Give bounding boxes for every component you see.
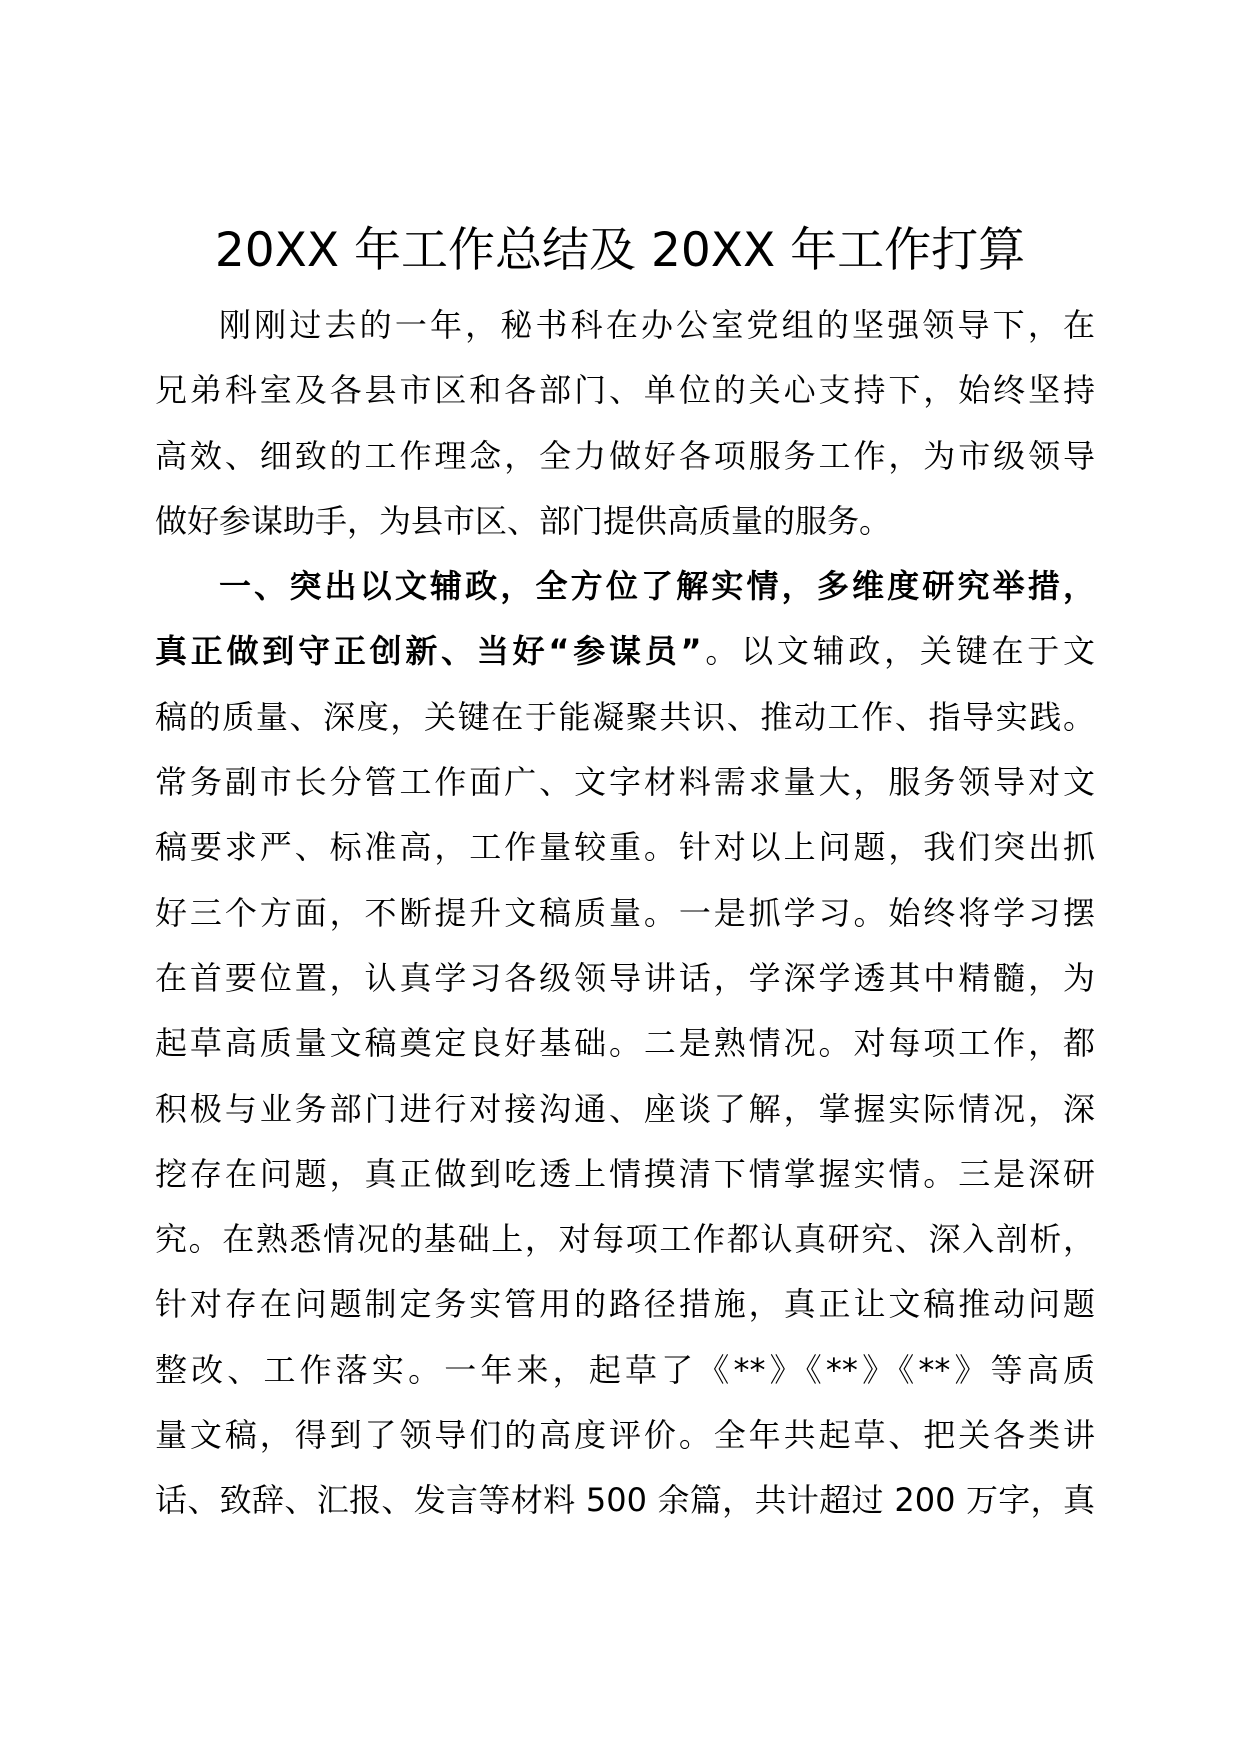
section-1-body-start: 。以文辅政，关键在于文 xyxy=(701,632,1095,671)
section-1-heading-line-1: 一、突出以文辅政，全方位了解实情，多维度研究举措， xyxy=(219,567,1095,606)
section-1-heading-line-2 xyxy=(155,619,1095,684)
section-1-line-14: 量文稿，得到了领导们的高度评价。全年共起草、把关各类讲 xyxy=(155,1416,1095,1455)
document-title: 20XX 年工作总结及 20XX 年工作打算 xyxy=(214,223,1026,278)
section-1-line-12: 针对存在问题制定务实管用的路径措施，真正让文稿推动问题 xyxy=(155,1285,1095,1324)
section-1-line-15: 话、致辞、汇报、发言等材料 500 余篇，共计超过 200 万字，真 xyxy=(155,1481,1095,1520)
document-body xyxy=(155,293,1095,1534)
paragraph-1-line-1: 刚刚过去的一年，秘书科在办公室党组的坚强领导下，在 xyxy=(219,306,1095,344)
section-1-heading-tail: 真正做到守正创新、当好“参谋员” xyxy=(155,632,702,671)
paragraph-1-line-4: 做好参谋助手，为县市区、部门提供高质量的服务。 xyxy=(155,501,892,540)
section-1-line-11: 究。在熟悉情况的基础上，对每项工作都认真研究、深入剖析， xyxy=(155,1220,1095,1259)
section-1-line-3: 稿的质量、深度，关键在于能凝聚共识、推动工作、指导实践。 xyxy=(155,697,1095,736)
section-1-line-9: 积极与业务部门进行对接沟通、座谈了解，掌握实际情况，深 xyxy=(155,1089,1095,1128)
paragraph-1-line-2: 兄弟科室及各县市区和各部门、单位的关心支持下，始终坚持 xyxy=(155,371,1095,410)
section-1-line-6: 好三个方面，不断提升文稿质量。一是抓学习。始终将学习摆 xyxy=(155,893,1095,932)
section-1-line-4: 常务副市长分管工作面广、文字材料需求量大，服务领导对文 xyxy=(155,763,1095,802)
section-1-line-8: 起草高质量文稿奠定良好基础。二是熟情况。对每项工作，都 xyxy=(155,1024,1095,1063)
section-1-line-7: 在首要位置，认真学习各级领导讲话，学深学透其中精髓，为 xyxy=(155,958,1095,997)
paragraph-1-line-3: 高效、细致的工作理念，全力做好各项服务工作，为市级领导 xyxy=(155,436,1095,475)
section-1-line-13: 整改、工作落实。一年来，起草了《**》《**》《**》等高质 xyxy=(155,1350,1095,1389)
section-1-line-5: 稿要求严、标准高，工作量较重。针对以上问题，我们突出抓 xyxy=(155,828,1095,867)
section-1-line-10: 挖存在问题，真正做到吃透上情摸清下情掌握实情。三是深研 xyxy=(155,1154,1095,1193)
